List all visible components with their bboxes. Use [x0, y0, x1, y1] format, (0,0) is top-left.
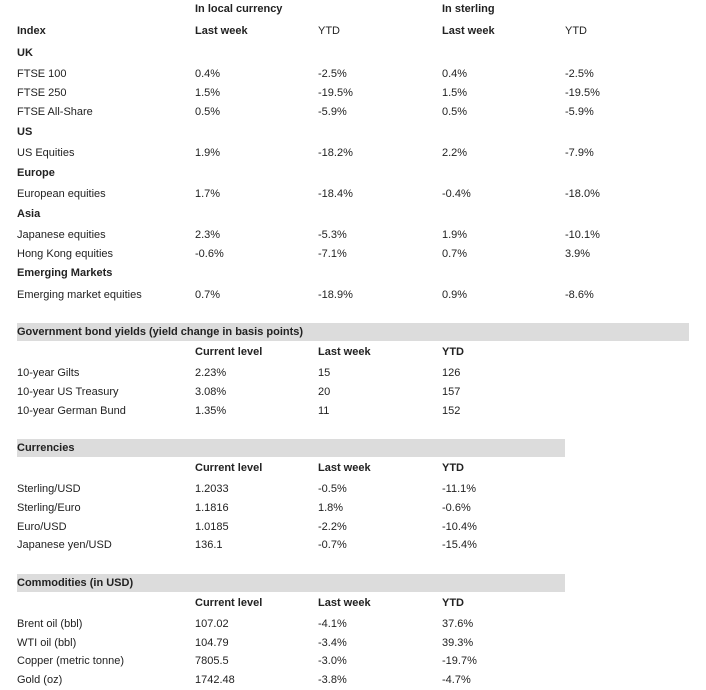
- row-value: -15.4%: [442, 539, 477, 551]
- index-value-sterling-last-week: 0.5%: [442, 106, 468, 118]
- index-value-local-last-week: 1.5%: [195, 87, 221, 99]
- column-header: YTD: [442, 346, 464, 358]
- index-value-sterling-last-week: 2.2%: [442, 147, 468, 159]
- row-value: -0.7%: [318, 539, 347, 551]
- row-value: 7805.5: [195, 655, 229, 667]
- column-header: Current level: [195, 462, 263, 474]
- row-name: Copper (metric tonne): [17, 655, 124, 667]
- group-header-local-currency: In local currency: [195, 3, 283, 15]
- index-value-sterling-last-week: 0.9%: [442, 289, 468, 301]
- index-value-sterling-ytd: -10.1%: [565, 229, 600, 241]
- row-value: 39.3%: [442, 637, 474, 649]
- row-value: 1.2033: [195, 483, 229, 495]
- row-name: Brent oil (bbl): [17, 618, 83, 630]
- index-value-sterling-ytd: -2.5%: [565, 68, 594, 80]
- index-value-local-last-week: 0.4%: [195, 68, 221, 80]
- region-header: Europe: [17, 167, 55, 179]
- index-name: Emerging market equities: [17, 289, 142, 301]
- index-name: Japanese equities: [17, 229, 106, 241]
- index-value-local-last-week: 1.7%: [195, 188, 221, 200]
- row-value: 11: [318, 405, 330, 417]
- row-value: 1.1816: [195, 502, 229, 514]
- row-name: Japanese yen/USD: [17, 539, 112, 551]
- index-value-sterling-ytd: -7.9%: [565, 147, 594, 159]
- index-name: Hong Kong equities: [17, 248, 114, 260]
- row-name: 10-year US Treasury: [17, 386, 119, 398]
- row-value: 152: [442, 405, 461, 417]
- row-name: 10-year Gilts: [17, 367, 80, 379]
- index-value-local-ytd: -5.9%: [318, 106, 347, 118]
- column-header-sterling-last-week: Last week: [442, 25, 495, 37]
- row-value: -0.6%: [442, 502, 471, 514]
- row-value: -4.7%: [442, 674, 471, 686]
- section-title: Government bond yields (yield change in basis points): [17, 326, 304, 338]
- row-value: 1742.48: [195, 674, 235, 686]
- row-name: Gold (oz): [17, 674, 63, 686]
- index-value-sterling-last-week: 1.5%: [442, 87, 468, 99]
- row-value: 15: [318, 367, 331, 379]
- index-value-local-ytd: -5.3%: [318, 229, 347, 241]
- column-header: YTD: [442, 597, 464, 609]
- row-value: 136.1: [195, 539, 223, 551]
- column-header-local-ytd: YTD: [318, 25, 340, 37]
- row-name: Euro/USD: [17, 521, 67, 533]
- row-value: 104.79: [195, 637, 229, 649]
- row-value: 3.08%: [195, 386, 227, 398]
- row-value: -3.0%: [318, 655, 347, 667]
- index-value-local-last-week: 0.5%: [195, 106, 221, 118]
- index-name: FTSE All-Share: [17, 106, 93, 118]
- index-value-local-last-week: 2.3%: [195, 229, 221, 241]
- row-value: 1.35%: [195, 405, 227, 417]
- index-value-sterling-last-week: -0.4%: [442, 188, 471, 200]
- column-header-local-last-week: Last week: [195, 25, 248, 37]
- row-value: -0.5%: [318, 483, 347, 495]
- index-value-local-last-week: 1.9%: [195, 147, 221, 159]
- index-value-sterling-ytd: -18.0%: [565, 188, 600, 200]
- column-header: Last week: [318, 346, 371, 358]
- row-name: 10-year German Bund: [17, 405, 126, 417]
- region-header: Emerging Markets: [17, 267, 113, 279]
- row-value: -3.8%: [318, 674, 347, 686]
- index-value-local-ytd: -2.5%: [318, 68, 347, 80]
- group-header-in-sterling: In sterling: [442, 3, 495, 15]
- index-name: US Equities: [17, 147, 75, 159]
- index-name: European equities: [17, 188, 106, 200]
- index-value-sterling-last-week: 0.4%: [442, 68, 468, 80]
- index-value-sterling-ytd: 3.9%: [565, 248, 591, 260]
- index-value-local-ytd: -18.9%: [318, 289, 353, 301]
- index-value-sterling-ytd: -8.6%: [565, 289, 594, 301]
- section-title: Currencies: [17, 442, 75, 454]
- section-band: [17, 439, 565, 457]
- column-header-index: Index: [17, 25, 46, 37]
- index-value-local-ytd: -18.4%: [318, 188, 353, 200]
- row-value: 107.02: [195, 618, 229, 630]
- index-name: FTSE 100: [17, 68, 67, 80]
- region-header: UK: [17, 47, 33, 59]
- region-header: US: [17, 126, 33, 138]
- row-value: -3.4%: [318, 637, 347, 649]
- row-value: 37.6%: [442, 618, 474, 630]
- row-value: 157: [442, 386, 461, 398]
- index-name: FTSE 250: [17, 87, 67, 99]
- row-value: -2.2%: [318, 521, 347, 533]
- column-header: Current level: [195, 346, 263, 358]
- section-title: Commodities (in USD): [17, 577, 134, 589]
- column-header: Last week: [318, 462, 371, 474]
- row-value: 2.23%: [195, 367, 227, 379]
- row-value: 1.0185: [195, 521, 229, 533]
- row-name: Sterling/Euro: [17, 502, 81, 514]
- row-value: 1.8%: [318, 502, 344, 514]
- row-value: 20: [318, 386, 331, 398]
- row-value: -11.1%: [442, 483, 477, 495]
- row-name: Sterling/USD: [17, 483, 81, 495]
- index-value-sterling-last-week: 0.7%: [442, 248, 468, 260]
- index-value-local-last-week: -0.6%: [195, 248, 224, 260]
- region-header: Asia: [17, 208, 41, 220]
- index-value-sterling-ytd: -19.5%: [565, 87, 600, 99]
- index-value-local-last-week: 0.7%: [195, 289, 221, 301]
- index-value-sterling-last-week: 1.9%: [442, 229, 468, 241]
- index-value-local-ytd: -19.5%: [318, 87, 353, 99]
- row-value: -19.7%: [442, 655, 477, 667]
- column-header-sterling-ytd: YTD: [565, 25, 587, 37]
- index-value-local-ytd: -7.1%: [318, 248, 347, 260]
- row-value: 126: [442, 367, 461, 379]
- column-header: Current level: [195, 597, 263, 609]
- row-value: -10.4%: [442, 521, 477, 533]
- row-name: WTI oil (bbl): [17, 637, 77, 649]
- index-value-local-ytd: -18.2%: [318, 147, 353, 159]
- index-value-sterling-ytd: -5.9%: [565, 106, 594, 118]
- row-value: -4.1%: [318, 618, 347, 630]
- column-header: YTD: [442, 462, 464, 474]
- column-header: Last week: [318, 597, 371, 609]
